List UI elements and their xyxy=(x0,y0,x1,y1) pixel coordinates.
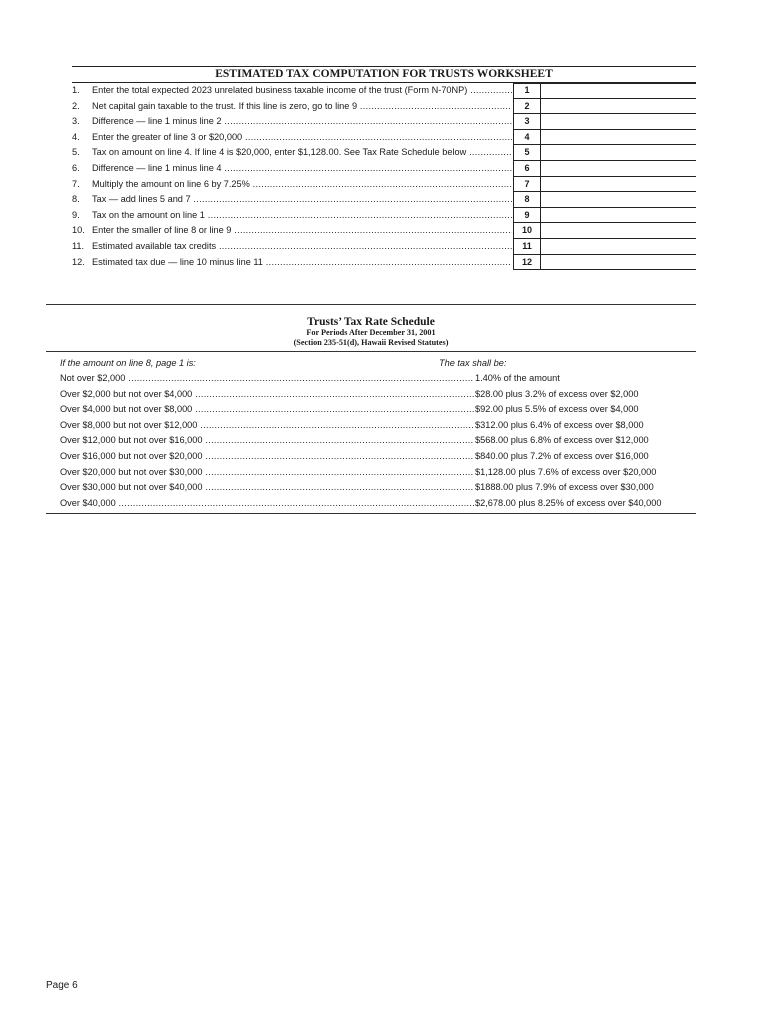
row-number: 8. xyxy=(72,194,80,205)
page-number: Page 6 xyxy=(46,980,78,991)
amount-field-line-2[interactable] xyxy=(541,99,696,115)
bracket-tax: $2,678.00 plus 8.25% of excess over $40,000 xyxy=(475,497,662,508)
row-text: Tax — add lines 5 and 7 ..... xyxy=(92,194,512,204)
schedule-row xyxy=(46,404,696,420)
row-number: 6. xyxy=(72,162,80,173)
schedule-row xyxy=(46,389,696,405)
estimated-tax-worksheet xyxy=(72,66,696,270)
worksheet-row-4 xyxy=(72,130,696,146)
amount-field-line-7[interactable] xyxy=(541,177,696,193)
schedule-subtitle-period: For Periods After December 31, 2001 xyxy=(306,328,436,337)
line-number-box: 6 xyxy=(513,161,541,177)
schedule-top-rule xyxy=(46,304,696,305)
worksheet-title: ESTIMATED TAX COMPUTATION FOR TRUSTS WORKSHEET xyxy=(72,66,696,83)
bracket-tax: $28.00 plus 3.2% of excess over $2,000 xyxy=(475,388,639,399)
line-number-box: 8 xyxy=(513,192,541,208)
amount-field-line-1[interactable] xyxy=(541,83,696,99)
row-text: Enter the greater of line 3 or $20,000 ..... xyxy=(92,132,512,142)
line-number-box: 5 xyxy=(513,145,541,161)
line-number-box: 4 xyxy=(513,130,541,146)
row-number: 11. xyxy=(72,240,85,251)
row-number: 4. xyxy=(72,131,80,142)
bracket-condition: Over $4,000 but not over $8,000 ..... xyxy=(60,404,474,414)
bracket-tax: $568.00 plus 6.8% of excess over $12,000 xyxy=(475,435,649,446)
worksheet-row-12 xyxy=(72,255,696,271)
amount-field-line-3[interactable] xyxy=(541,114,696,130)
bracket-tax: $92.00 plus 5.5% of excess over $4,000 xyxy=(475,404,639,415)
bracket-tax: $312.00 plus 6.4% of excess over $8,000 xyxy=(475,419,644,430)
row-text: Tax on amount on line 4. If line 4 is $20,000, enter $1,128.00. See Tax Rate Schedule below ..... xyxy=(92,147,512,157)
worksheet-row-7 xyxy=(72,177,696,193)
bracket-condition: Over $12,000 but not over $16,000 ..... xyxy=(60,435,474,445)
amount-field-line-9[interactable] xyxy=(541,208,696,224)
line-number-box: 10 xyxy=(513,223,541,239)
amount-field-line-4[interactable] xyxy=(541,130,696,146)
tax-rate-schedule xyxy=(46,304,696,514)
bracket-condition: Over $2,000 but not over $4,000 ..... xyxy=(60,389,474,399)
line-number-box: 3 xyxy=(513,114,541,130)
worksheet-row-11 xyxy=(72,239,696,255)
row-number: 9. xyxy=(72,209,80,220)
row-number: 12. xyxy=(72,256,85,267)
line-number-box: 9 xyxy=(513,208,541,224)
row-number: 3. xyxy=(72,116,80,127)
schedule-row xyxy=(46,482,696,498)
condition-column-header: If the amount on line 8, page 1 is: xyxy=(60,358,196,368)
worksheet-row-8 xyxy=(72,192,696,208)
bracket-tax: 1.40% of the amount xyxy=(475,373,560,383)
bracket-condition: Over $30,000 but not over $40,000 ..... xyxy=(60,482,474,492)
row-text: Difference — line 1 minus line 2 ..... xyxy=(92,116,512,126)
row-number: 2. xyxy=(72,100,80,111)
worksheet-row-1 xyxy=(72,83,696,99)
schedule-title: Trusts’ Tax Rate Schedule xyxy=(307,316,435,328)
amount-field-line-11[interactable] xyxy=(541,239,696,255)
row-text: Estimated tax due — line 10 minus line 11 ..... xyxy=(92,257,512,267)
bracket-condition: Not over $2,000 ..... xyxy=(60,373,474,383)
schedule-row xyxy=(46,420,696,436)
worksheet-row-6 xyxy=(72,161,696,177)
tax-column-header: The tax shall be: xyxy=(439,358,507,368)
worksheet-row-5 xyxy=(72,145,696,161)
row-text: Enter the smaller of line 8 or line 9 ..... xyxy=(92,225,512,235)
row-text: Net capital gain taxable to the trust. If this line is zero, go to line 9 ..... xyxy=(92,101,512,111)
bracket-tax: $840.00 plus 7.2% of excess over $16,000 xyxy=(475,450,649,461)
line-number-box: 11 xyxy=(513,239,541,255)
worksheet-row-3 xyxy=(72,114,696,130)
worksheet-row-10 xyxy=(72,223,696,239)
amount-field-line-8[interactable] xyxy=(541,192,696,208)
worksheet-row-2 xyxy=(72,99,696,115)
bracket-condition: Over $20,000 but not over $30,000 ..... xyxy=(60,467,474,477)
amount-field-line-10[interactable] xyxy=(541,223,696,239)
line-number-box: 1 xyxy=(513,83,541,99)
amount-field-line-5[interactable] xyxy=(541,145,696,161)
row-text: Multiply the amount on line 6 by 7.25% ..... xyxy=(92,179,512,189)
schedule-row xyxy=(46,498,696,514)
schedule-row xyxy=(46,435,696,451)
amount-field-line-6[interactable] xyxy=(541,161,696,177)
line-number-box: 7 xyxy=(513,177,541,193)
bracket-condition: Over $16,000 but not over $20,000 ..... xyxy=(60,451,474,461)
line-number-box: 2 xyxy=(513,99,541,115)
schedule-subtitle-statute: (Section 235-51(d), Hawaii Revised Statutes) xyxy=(293,338,449,347)
row-number: 1. xyxy=(72,85,80,95)
schedule-row xyxy=(46,373,696,389)
line-number-box: 12 xyxy=(513,255,541,271)
row-text: Estimated available tax credits ..... xyxy=(92,241,512,251)
schedule-column-headers xyxy=(46,358,696,373)
schedule-row xyxy=(46,451,696,467)
schedule-bottom-rule xyxy=(46,513,696,514)
worksheet-row-9 xyxy=(72,208,696,224)
bracket-tax: $1,128.00 plus 7.6% of excess over $20,000 xyxy=(475,466,657,477)
amount-field-line-12[interactable] xyxy=(541,255,696,271)
schedule-row xyxy=(46,467,696,483)
row-number: 10. xyxy=(72,225,85,236)
row-text: Tax on the amount on line 1 ..... xyxy=(92,210,512,220)
row-number: 7. xyxy=(72,178,80,189)
schedule-header-rule xyxy=(46,351,696,352)
bracket-condition: Over $40,000 ..... xyxy=(60,498,474,508)
row-number: 5. xyxy=(72,147,80,158)
row-text: Difference — line 1 minus line 4 ..... xyxy=(92,163,512,173)
bracket-tax: $1888.00 plus 7.9% of excess over $30,000 xyxy=(475,482,654,493)
row-text: Enter the total expected 2023 unrelated business taxable income of the trust (Form N-70NP) ..... xyxy=(92,85,512,95)
bracket-condition: Over $8,000 but not over $12,000 ..... xyxy=(60,420,474,430)
worksheet-rows xyxy=(72,83,696,270)
